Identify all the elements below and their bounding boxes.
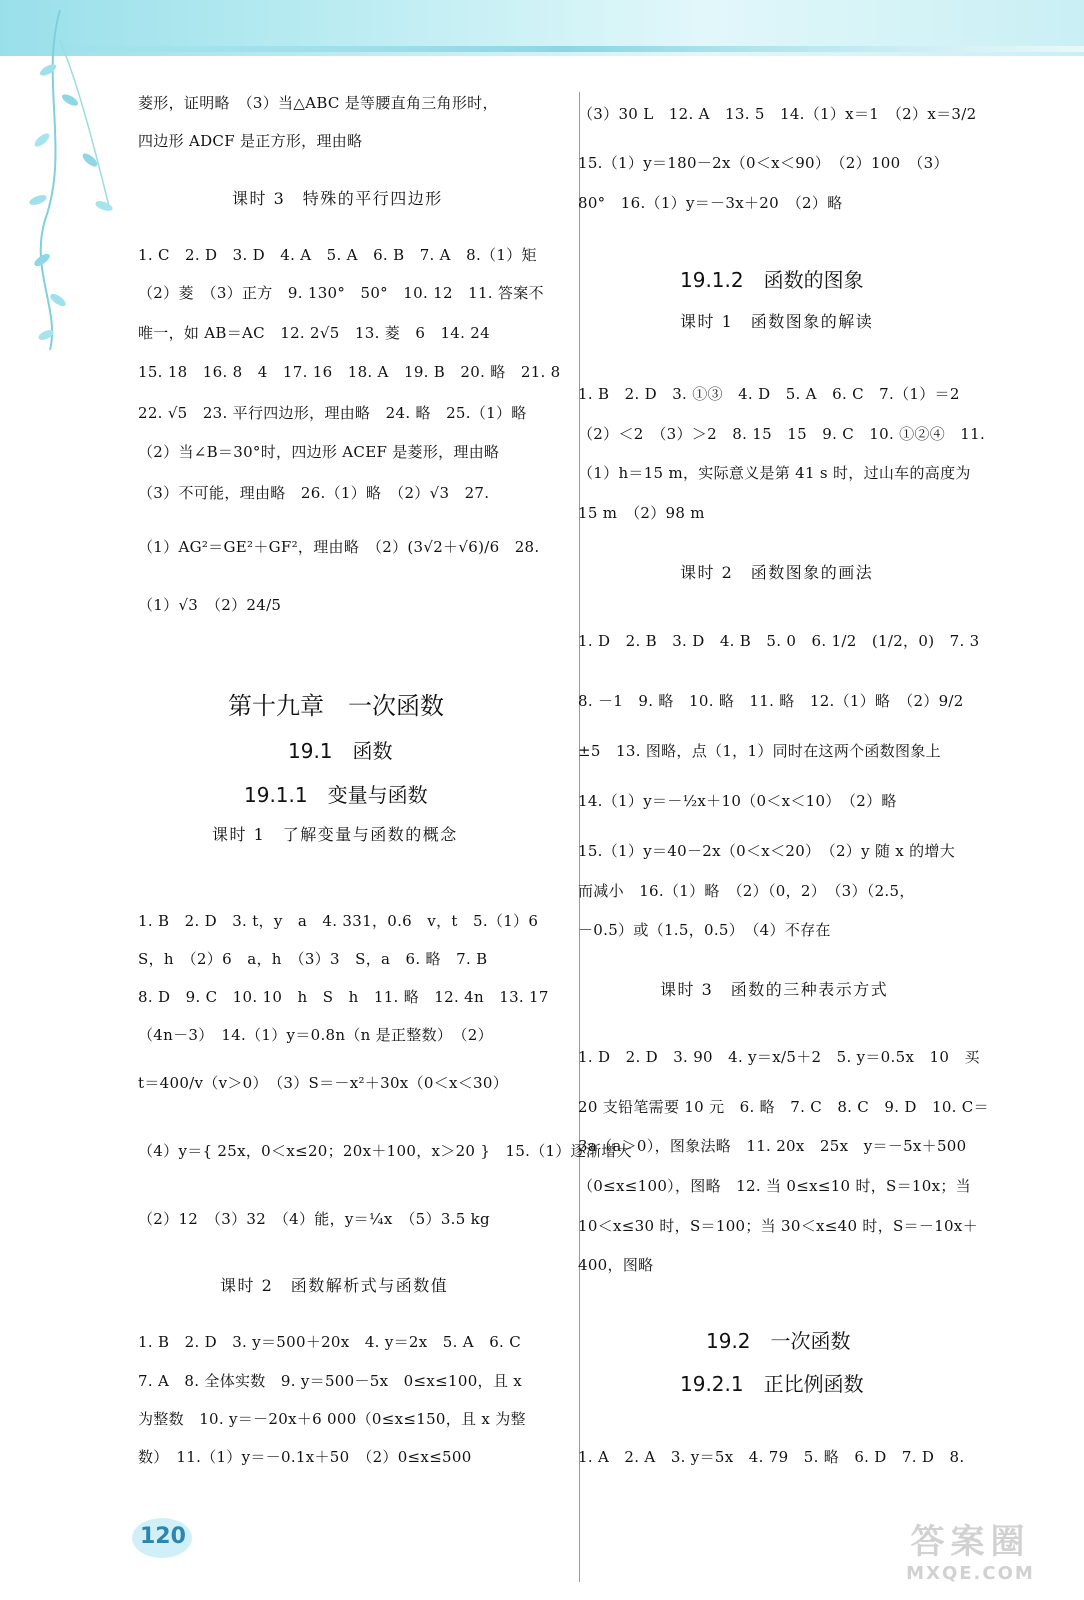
answer-line: 15. 18 16. 8 4 17. 16 18. A 19. B 20. 略 21. 8 — [138, 363, 561, 381]
answer-line: （2）＜2 （3）＞2 8. 15 15 9. C 10. ①②④ 11. — [578, 425, 986, 443]
answer-line: 15 m （2）98 m — [578, 504, 705, 522]
lesson-title: 课时 1 函数图象的解读 — [680, 312, 874, 331]
answer-line: 而减小 16.（1）略 （2）（0，2） （3）（2.5， — [578, 882, 915, 900]
subsection-title: 19.2.1 正比例函数 — [680, 1372, 864, 1396]
subsection-title: 19.1.2 函数的图象 — [680, 268, 864, 292]
watermark — [863, 1522, 1078, 1592]
answer-line: （3）不可能，理由略 26.（1）略 （2）√3 27. — [138, 484, 490, 502]
lesson-title: 课时 2 函数图象的画法 — [680, 563, 874, 582]
answer-line: S，h （2）6 a，h （3）3 S，a 6. 略 7. B — [138, 950, 488, 968]
answer-line: 20 支铅笔需要 10 元 6. 略 7. C 8. C 9. D 10. C＝ — [578, 1098, 989, 1116]
answer-line: （4n－3） 14.（1）y＝0.8n（n 是正整数） （2） — [138, 1026, 493, 1044]
answer-line: （1）AG²＝GE²＋GF²，理由略 （2）(3√2＋√6)/6 28. — [138, 538, 540, 556]
page-number: 120 — [140, 1524, 186, 1549]
answer-line: 1. B 2. D 3. y＝500＋20x 4. y＝2x 5. A 6. C — [138, 1333, 521, 1351]
answer-line: 14.（1）y＝－½x＋10（0＜x＜10） （2）略 — [578, 792, 897, 810]
answer-line: 400，图略 — [578, 1256, 654, 1274]
answer-line: 菱形，证明略 （3）当△ABC 是等腰直角三角形时， — [138, 94, 498, 112]
answer-line: t＝400/v（v＞0） （3）S＝－x²＋30x（0＜x＜30） — [138, 1074, 509, 1092]
answer-line: 80° 16.（1）y＝－3x＋20 （2）略 — [578, 194, 843, 212]
right-column — [578, 0, 1084, 1600]
lesson-title: 课时 3 特殊的平行四边形 — [232, 189, 443, 208]
watermark-url: MXQE.COM — [906, 1563, 1035, 1584]
answer-line: （1）√3 （2）24/5 — [138, 596, 282, 614]
answer-line: 8. －1 9. 略 10. 略 11. 略 12.（1）略 （2）9/2 — [578, 692, 964, 710]
watermark-title: 答案圈 — [910, 1522, 1031, 1562]
answer-line: 3a（a＞0），图象法略 11. 20x 25x y＝－5x＋500 — [578, 1137, 967, 1155]
subsection-title: 19.1.1 变量与函数 — [244, 783, 428, 807]
answer-line: 为整数 10. y＝－20x＋6 000（0≤x≤150，且 x 为整 — [138, 1410, 526, 1428]
answer-line: 15.（1）y＝180－2x（0＜x＜90） （2）100 （3） — [578, 154, 949, 172]
chapter-title: 第十九章 一次函数 — [228, 692, 444, 720]
answer-line: 1. C 2. D 3. D 4. A 5. A 6. B 7. A 8.（1）矩 — [138, 246, 537, 264]
answer-line: ±5 13. 图略，点（1，1）同时在这两个函数图象上 — [578, 742, 941, 760]
answer-line: （2）12 （3）32 （4）能，y＝¼x （5）3.5 kg — [138, 1210, 490, 1228]
answer-line: 1. D 2. D 3. 90 4. y＝x/5＋2 5. y＝0.5x 10 买 — [578, 1048, 980, 1066]
answer-line: 唯一，如 AB＝AC 12. 2√5 13. 菱 6 14. 24 — [138, 324, 490, 342]
answer-line: 1. D 2. B 3. D 4. B 5. 0 6. 1/2 (1/2，0) 7. 3 — [578, 632, 980, 650]
answer-line: （2）菱 （3）正方 9. 130° 50° 10. 12 11. 答案不 — [138, 284, 544, 302]
answer-line: 1. B 2. D 3. t，y a 4. 331，0.6 v，t 5.（1）6 — [138, 912, 539, 930]
answer-line: （2）当∠B＝30°时，四边形 ACEF 是菱形，理由略 — [138, 443, 500, 461]
column-divider — [579, 92, 580, 1582]
answer-line: （0≤x≤100），图略 12. 当 0≤x≤10 时，S＝10x；当 — [578, 1177, 971, 1195]
answer-line: 22. √5 23. 平行四边形，理由略 24. 略 25.（1）略 — [138, 404, 527, 422]
answer-line: （3）30 L 12. A 13. 5 14.（1）x＝1 （2）x＝3/2 — [578, 105, 977, 123]
lesson-title: 课时 3 函数的三种表示方式 — [660, 980, 889, 999]
answer-line: －0.5）或（1.5，0.5） （4）不存在 — [578, 921, 831, 939]
lesson-title: 课时 2 函数解析式与函数值 — [220, 1276, 449, 1295]
answer-line: 数） 11.（1）y＝－0.1x＋50 （2）0≤x≤500 — [138, 1448, 472, 1466]
answer-line: （1）h＝15 m，实际意义是第 41 s 时，过山车的高度为 — [578, 464, 971, 482]
answer-line: 10＜x≤30 时，S＝100；当 30＜x≤40 时，S＝－10x＋ — [578, 1217, 978, 1235]
answer-line: 四边形 ADCF 是正方形，理由略 — [138, 132, 363, 150]
section-title: 19.2 一次函数 — [706, 1329, 851, 1353]
answer-line: 1. A 2. A 3. y＝5x 4. 79 5. 略 6. D 7. D 8. — [578, 1448, 965, 1466]
answer-line: 7. A 8. 全体实数 9. y＝500－5x 0≤x≤100，且 x — [138, 1372, 522, 1390]
answer-line: 8. D 9. C 10. 10 h S h 11. 略 12. 4n 13. 17 — [138, 988, 549, 1006]
answer-line: 15.（1）y＝40－2x（0＜x＜20） （2）y 随 x 的增大 — [578, 842, 956, 860]
answer-line: （4）y＝{ 25x，0＜x≤20；20x＋100，x＞20 } 15.（1）逐渐增大 — [138, 1142, 632, 1160]
lesson-title: 课时 1 了解变量与函数的概念 — [212, 825, 458, 844]
answer-line: 1. B 2. D 3. ①③ 4. D 5. A 6. C 7.（1）＝2 — [578, 385, 960, 403]
section-title: 19.1 函数 — [288, 739, 393, 763]
